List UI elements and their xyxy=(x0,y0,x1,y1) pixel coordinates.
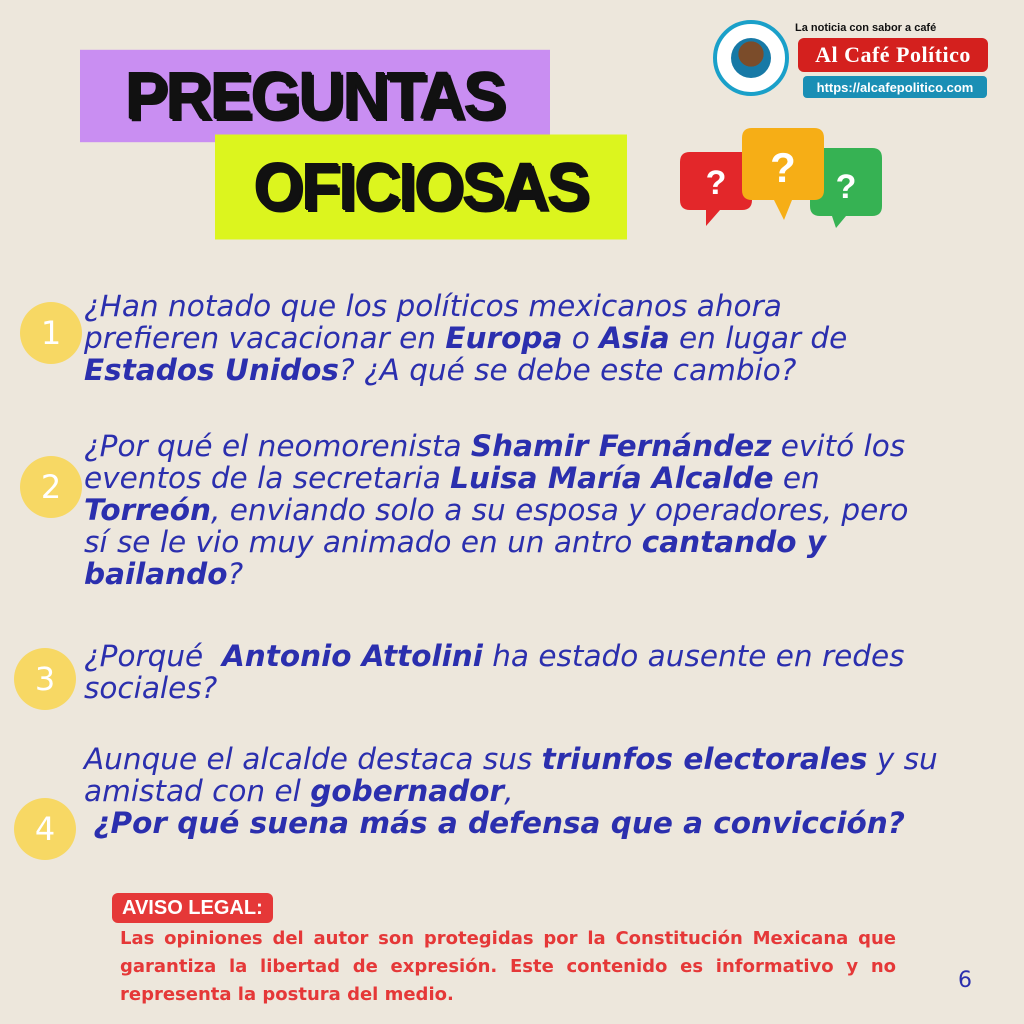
question-emphasis: Europa xyxy=(445,321,563,355)
question-text-run: Aunque el alcalde destaca sus xyxy=(84,742,542,776)
question-text-run: , xyxy=(504,774,514,808)
question-emphasis: Asia xyxy=(599,321,670,355)
logo-tagline: La noticia con sabor a café xyxy=(795,22,937,34)
question-3-text xyxy=(84,640,984,704)
legal-notice-text: Las opiniones del autor son protegidas por la Constitución Mexicana que garantiza la libertad de expresión. Este contenido es informativo y no representa la postura del medio. xyxy=(120,928,896,1005)
green-bubble-mark: ? xyxy=(835,168,857,206)
question-text-run: en xyxy=(782,461,820,495)
question-emphasis: Estados Unidos xyxy=(84,353,339,387)
question-emphasis: triunfos electorales xyxy=(541,742,868,776)
red-question-bubble-icon xyxy=(680,152,752,226)
logo-badge xyxy=(713,20,789,96)
yellow-bubble-mark: ? xyxy=(770,144,796,191)
legal-notice-label: AVISO LEGAL: xyxy=(112,893,273,923)
title-line-2 xyxy=(215,135,627,240)
question-bubbles-icon xyxy=(676,126,886,230)
question-number-3: 3 xyxy=(14,648,76,710)
question-emphasis: Torreón xyxy=(84,493,211,527)
question-emphasis: Antonio Attolini xyxy=(221,639,483,673)
question-text-run: y su amistad con el xyxy=(84,742,938,808)
question-number-2: 2 xyxy=(20,456,82,518)
question-text-run: evitó los eventos de la secretaria xyxy=(84,429,906,495)
question-1-text xyxy=(84,290,984,386)
page-number: 6 xyxy=(958,968,972,993)
question-text-run: ? ¿A qué se debe este cambio? xyxy=(338,353,797,387)
title-line-1 xyxy=(80,50,550,142)
question-text-run: ? xyxy=(227,557,244,591)
question-text-run: o xyxy=(562,321,600,355)
question-text-run: , enviando solo a su esposa y operadores, pero sí se le vio muy animado en un antro xyxy=(84,493,909,559)
title-line-2-text: OFICIOSAS xyxy=(253,149,589,225)
title-line-1-text: PREGUNTAS xyxy=(125,58,505,134)
question-emphasis: ¿Por qué suena más a defensa que a convicción? xyxy=(93,806,905,840)
coffee-cup-icon xyxy=(731,38,771,78)
question-text-run: en lugar de xyxy=(678,321,848,355)
question-text-run: ha estado ausente en redes sociales? xyxy=(84,639,905,705)
question-emphasis: gobernador xyxy=(310,774,505,808)
logo-url: https://alcafepolitico.com xyxy=(803,76,987,98)
question-4-text xyxy=(84,743,984,839)
question-emphasis: Shamir Fernández xyxy=(470,429,772,463)
logo-name: Al Café Político xyxy=(798,38,988,72)
question-emphasis: Luisa María Alcalde xyxy=(450,461,774,495)
question-text-run: ¿Por qué el neomorenista xyxy=(84,429,471,463)
question-2-text xyxy=(84,430,984,590)
question-number-4: 4 xyxy=(14,798,76,860)
question-emphasis: cantando y bailando xyxy=(84,525,827,591)
question-text-run: ¿Han notado que los políticos mexicanos ahora prefieren vacacionar en xyxy=(84,289,782,355)
question-text-run: ¿Porqué xyxy=(84,639,222,673)
question-number-1: 1 xyxy=(20,302,82,364)
red-bubble-mark: ? xyxy=(705,164,727,202)
